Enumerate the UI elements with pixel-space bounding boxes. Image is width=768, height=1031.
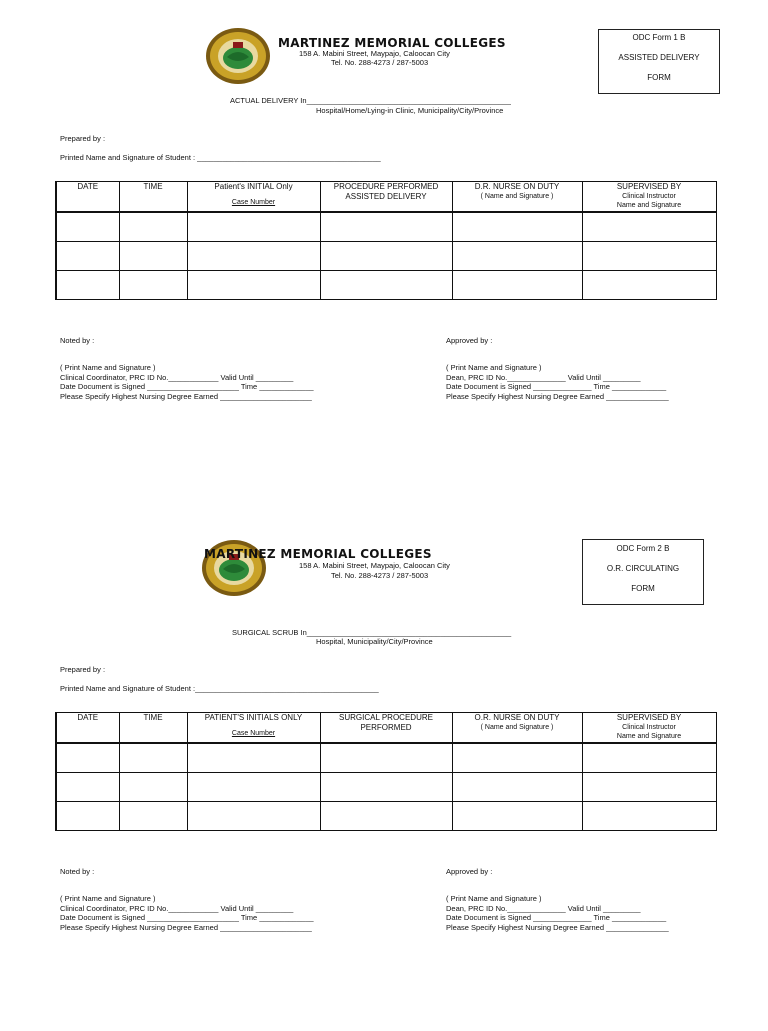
location-field[interactable]: _________________________________________________ xyxy=(306,96,511,105)
col-procedure: PROCEDURE PERFORMED ASSISTED DELIVERY xyxy=(320,182,452,213)
col-date: DATE xyxy=(56,713,119,744)
location-field[interactable]: _________________________________________________ xyxy=(306,628,512,637)
odc-form-number: ODC Form 1 B xyxy=(632,33,686,42)
odc-form-title: ASSISTED DELIVERY xyxy=(618,53,700,62)
procedure-log-table xyxy=(55,712,717,831)
college-address: 158 A. Mabini Street, Maypajo, Caloocan City xyxy=(299,561,450,570)
approved-by-block[interactable]: ( Print Name and Signature ) Dean, PRC ID No.______________ Valid Until _________ Date Document is Signed ______________ Time _____________ Please Specify Highest Nursing Degree Earned _______________ xyxy=(446,894,669,932)
noted-by-block[interactable]: ( Print Name and Signature ) Clinical Coordinator, PRC ID No.____________ Valid Until _________ Date Document is Signed ______________________ Time _____________ Please Specify Highest Nursing Degree Earned ______________________ xyxy=(60,363,314,401)
col-date: DATE xyxy=(56,182,119,213)
noted-by-label: Noted by : xyxy=(60,336,95,345)
col-time: TIME xyxy=(119,182,187,213)
student-signature-field[interactable]: Printed Name and Signature of Student : ____________________________________________ xyxy=(60,153,381,162)
location-label: ACTUAL DELIVERY In_________________________________________________ xyxy=(230,96,511,105)
form-or-circulating xyxy=(0,531,768,1031)
col-procedure: SURGICAL PROCEDURE PERFORMED xyxy=(320,713,452,744)
table-row[interactable] xyxy=(56,743,716,773)
odc-form-box xyxy=(582,539,704,605)
col-time: TIME xyxy=(119,713,187,744)
college-seal-icon xyxy=(205,27,271,85)
noted-by-block[interactable]: ( Print Name and Signature ) Clinical Coordinator, PRC ID No.____________ Valid Until _________ Date Document is Signed ______________________ Time _____________ Please Specify Highest Nursing Degree Earned ______________________ xyxy=(60,894,314,932)
form-assisted-delivery xyxy=(0,0,768,500)
table-row[interactable] xyxy=(56,242,716,271)
odc-form-box xyxy=(598,29,720,94)
odc-form-title-2: FORM xyxy=(647,73,671,82)
col-nurse: O.R. NURSE ON DUTY ( Name and Signature ) xyxy=(452,713,582,744)
approved-by-label: Approved by : xyxy=(446,336,493,345)
location-label: SURGICAL SCRUB In_________________________________________________ xyxy=(232,628,512,637)
odc-form-title-2: FORM xyxy=(631,584,655,593)
student-signature-field[interactable]: Printed Name and Signature of Student :____________________________________________ xyxy=(60,684,379,693)
approved-by-label: Approved by : xyxy=(446,867,493,876)
noted-by-label: Noted by : xyxy=(60,867,95,876)
delivery-log-table xyxy=(55,181,717,300)
table-row[interactable] xyxy=(56,212,716,242)
location-sublabel: Hospital/Home/Lying-in Clinic, Municipality/City/Province xyxy=(316,106,504,115)
prepared-by-label: Prepared by : xyxy=(60,665,106,674)
odc-form-title: O.R. CIRCULATING xyxy=(606,564,680,573)
odc-form-number: ODC Form 2 B xyxy=(616,544,670,553)
location-sublabel: Hospital, Municipality/City/Province xyxy=(316,637,433,646)
col-supervised: SUPERVISED BY Clinical Instructor Name and Signature xyxy=(582,182,716,213)
college-address: 158 A. Mabini Street, Maypajo, Caloocan City xyxy=(299,49,450,58)
college-tel: Tel. No. 288-4273 / 287-5003 xyxy=(331,571,429,580)
approved-by-block[interactable]: ( Print Name and Signature ) Dean, PRC ID No.______________ Valid Until _________ Date Document is Signed ______________ Time _____________ Please Specify Highest Nursing Degree Earned _______________ xyxy=(446,363,669,401)
college-name: MARTINEZ MEMORIAL COLLEGES xyxy=(278,36,506,50)
prepared-by-label: Prepared by : xyxy=(60,134,106,143)
col-supervised: SUPERVISED BY Clinical Instructor Name and Signature xyxy=(582,713,716,744)
table-row[interactable] xyxy=(56,773,716,802)
table-header xyxy=(56,182,716,213)
col-patient: PATIENT'S INITIALS ONLY Case Number xyxy=(187,713,320,744)
college-tel: Tel. No. 288-4273 / 287-5003 xyxy=(331,58,429,67)
college-name: MARTINEZ MEMORIAL COLLEGES xyxy=(204,547,432,561)
col-nurse: D.R. NURSE ON DUTY ( Name and Signature ) xyxy=(452,182,582,213)
table-row[interactable] xyxy=(56,271,716,300)
col-patient: Patient's INITIAL Only Case Number xyxy=(187,182,320,213)
table-row[interactable] xyxy=(56,802,716,831)
table-header xyxy=(56,713,716,744)
